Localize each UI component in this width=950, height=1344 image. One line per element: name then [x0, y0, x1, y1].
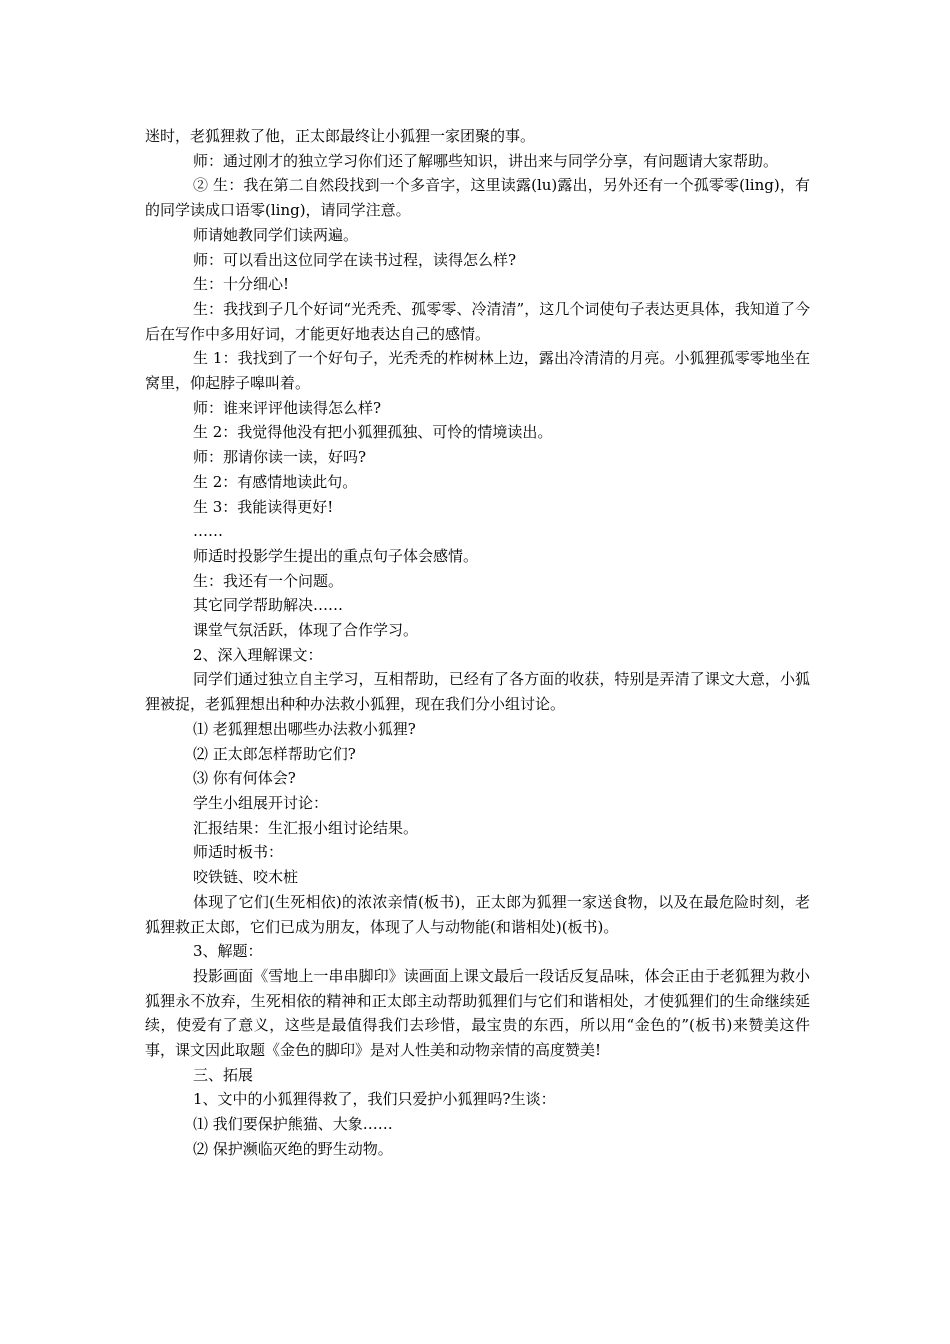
list-item: ⑵ 正太郎怎样帮助它们?	[193, 744, 356, 763]
section-heading: 3、解题：	[193, 942, 263, 961]
document-page	[145, 124, 810, 1162]
paragraph: 生：十分细心!	[193, 275, 290, 294]
paragraph: 生 3：我能读得更好!	[193, 497, 334, 516]
paragraph: 师：谁来评评他读得怎么样?	[193, 398, 382, 417]
paragraph: 1、文中的小狐狸得救了，我们只爱护小狐狸吗?生谈：	[193, 1090, 556, 1109]
paragraph: 生：我还有一个问题。	[193, 571, 344, 590]
list-item: ⑴ 老狐狸想出哪些办法救小狐狸?	[193, 719, 416, 738]
paragraph: 学生小组展开讨论：	[193, 793, 329, 812]
paragraph: 师适时板书：	[193, 843, 284, 862]
paragraph: 生 2：我觉得他没有把小狐狸孤独、可怜的情境读出。	[193, 423, 553, 442]
paragraph: 师：通过刚才的独立学习你们还了解哪些知识，讲出来与同学分享，有问题请大家帮助。	[193, 151, 779, 170]
paragraph: 咬铁链、咬木桩	[193, 868, 299, 887]
paragraph: 其它同学帮助解决……	[193, 596, 344, 615]
paragraph: 汇报结果：生汇报小组讨论结果。	[193, 818, 419, 837]
paragraph: 师：可以看出这位同学在读书过程，读得怎么样?	[193, 250, 517, 269]
paragraph: 生 2：有感情地读此句。	[193, 472, 358, 491]
paragraph: 同学们通过独立自主学习，互相帮助，已经有了各方面的收获，特别是弄清了课文大意，小狐狸被捉，老狐狸想出种种办法救小狐狸，现在我们分小组讨论。	[145, 670, 810, 714]
paragraph: 生：我找到子几个好词“光秃秃、孤零零、冷清清”，这几个词使句子表达更具体，我知道了今后在写作中多用好词，才能更好地表达自己的感情。	[145, 299, 810, 343]
paragraph: 课堂气氛活跃，体现了合作学习。	[193, 621, 419, 640]
section-heading: 2、深入理解课文：	[193, 645, 323, 664]
list-item: ⑶ 你有何体会?	[193, 769, 296, 788]
paragraph: 师请她教同学们读两遍。	[193, 225, 359, 244]
paragraph: 师：那请你读一读，好吗?	[193, 448, 367, 467]
paragraph: ② 生：我在第二自然段找到一个多音字，这里读露(lu)露出，另外还有一个孤零零(ling)，有的同学读成口语零(ling)，请同学注意。	[145, 176, 810, 220]
paragraph: 投影画面《雪地上一串串脚印》读画面上课文最后一段话反复品味，体会正由于老狐狸为救小狐狸永不放弃，生死相依的精神和正太郎主动帮助狐狸们与它们和谐相处，才使狐狸们的生命继续延续，使爱有了意义，这些是最值得我们去珍惜，最宝贵的东西，所以用“金色的”(板书)来赞美这件事，课文因此取题《金色的脚印》是对人性美和动物亲情的高度赞美!	[145, 966, 810, 1060]
paragraph: 生 1：我找到了一个好句子，光秃秃的柞树林上边，露出冷清清的月亮。小狐狸孤零零地坐在窝里，仰起脖子嗥叫着。	[145, 349, 810, 393]
paragraph: ……	[193, 522, 223, 541]
paragraph: 迷时，老狐狸救了他，正太郎最终让小狐狸一家团聚的事。	[145, 127, 536, 145]
section-heading: 三、拓展	[193, 1065, 254, 1084]
paragraph: 师适时投影学生提出的重点句子体会感情。	[193, 546, 479, 565]
paragraph: 体现了它们(生死相依)的浓浓亲情(板书)，正太郎为狐狸一家送食物，以及在最危险时刻，老狐狸救正太郎，它们已成为朋友，体现了人与动物能(和谐相处)(板书)。	[145, 892, 810, 936]
list-item: ⑵ 保护濒临灭绝的野生动物。	[193, 1139, 393, 1158]
list-item: ⑴ 我们要保护熊猫、大象……	[193, 1115, 393, 1134]
